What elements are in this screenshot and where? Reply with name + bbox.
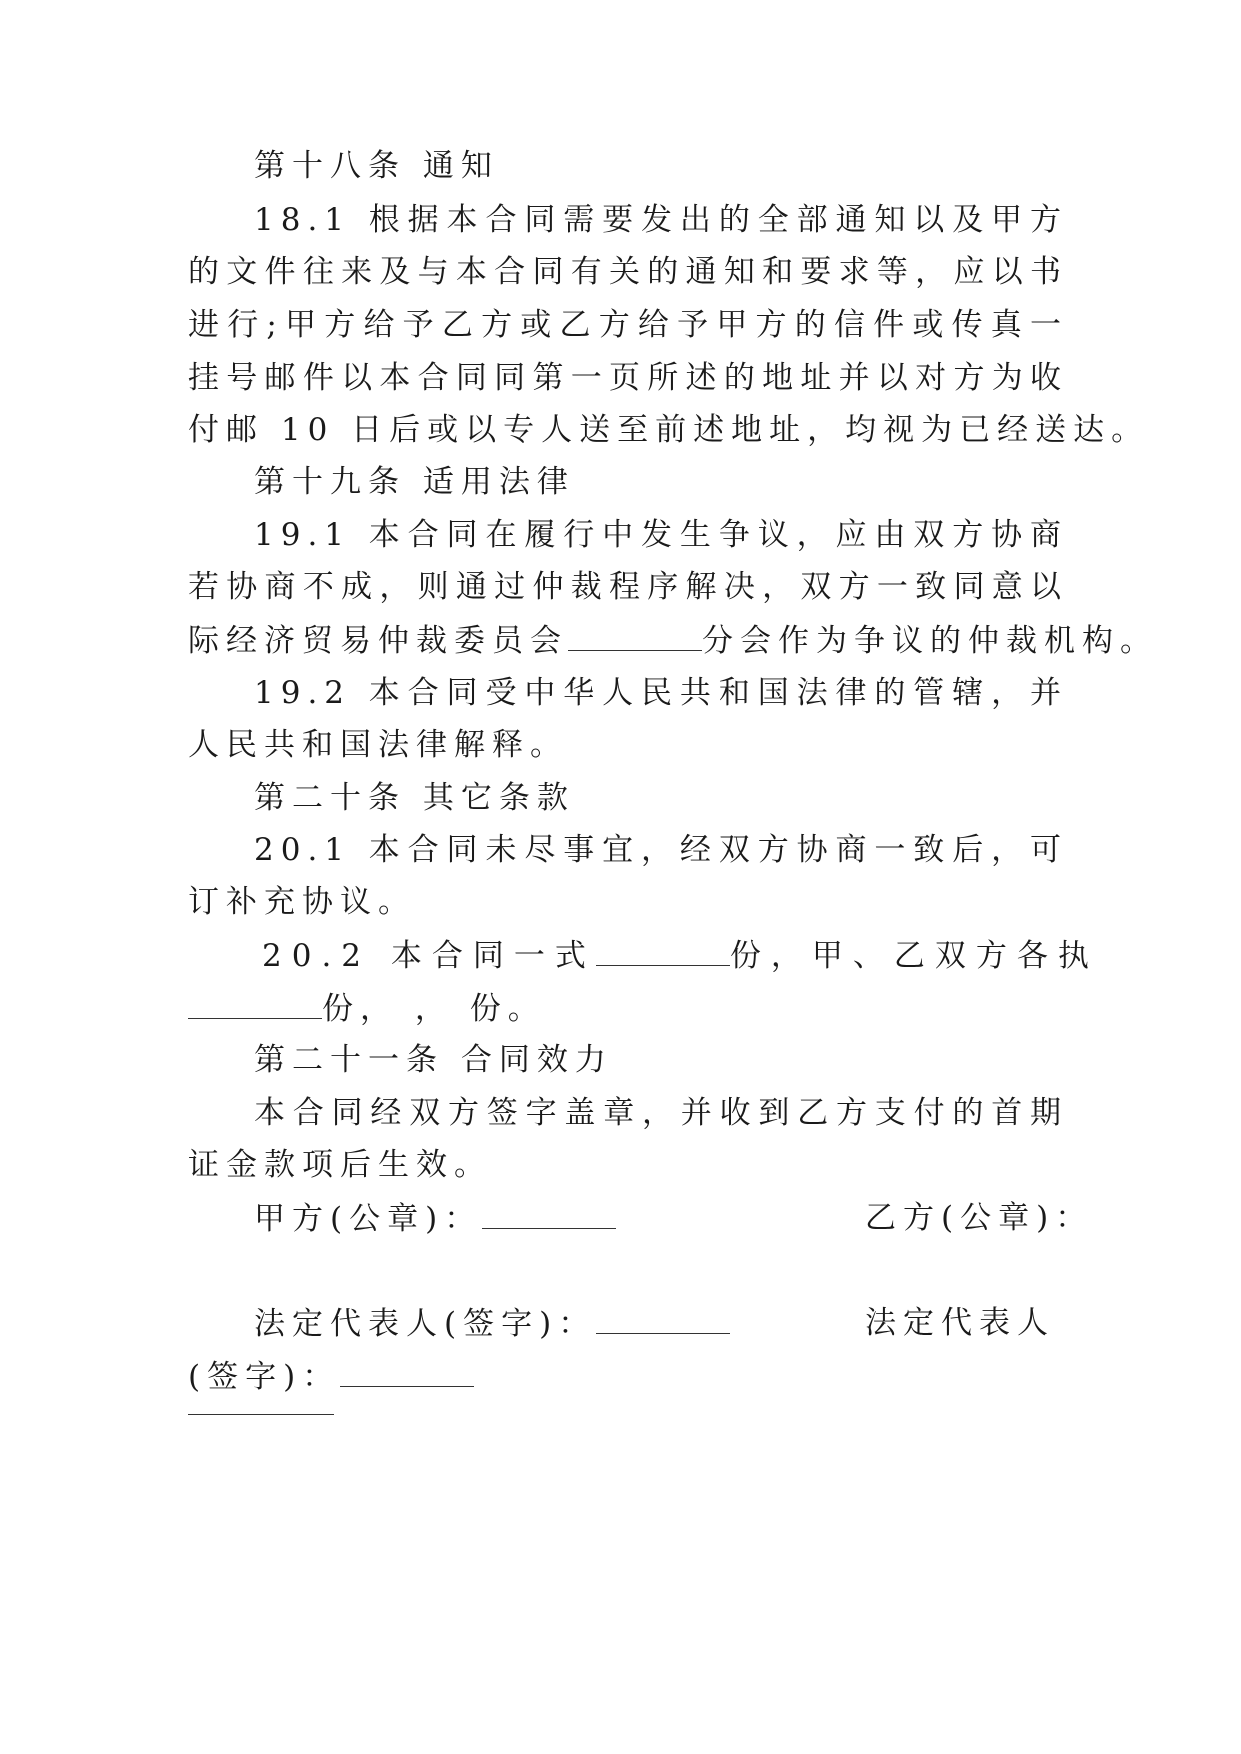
party-b-seal-blank (188, 1414, 334, 1415)
party-b-rep-blank (340, 1356, 474, 1387)
party-b-rep-label: 法定代表人 (865, 1305, 1055, 1341)
article-18-1-line-1: 18.1 根据本合同需要发出的全部通知以及甲方 (254, 202, 1068, 238)
article-18-1-line-5: 付邮 10 日后或以专人送至前述地址，均视为已经送达。 (188, 412, 1150, 448)
party-a-seal-label: 甲方(公章)： (254, 1201, 483, 1237)
article-18-1-line-3: 进行;甲方给予乙方或乙方给予甲方的信件或传真一 (188, 307, 1068, 343)
party-b-rep-label-2: (签字)： (188, 1359, 341, 1395)
article-19-1-line-3-end: 分会作为争议的仲裁机构。 (702, 623, 1158, 659)
arbitration-branch-blank (568, 620, 702, 651)
article-21-title: 第二十一条 合同效力 (254, 1042, 613, 1078)
party-b-seal-label: 乙方(公章)： (865, 1200, 1094, 1236)
party-a-rep-label: 法定代表人(签字)： (254, 1306, 597, 1342)
article-20-2-line-2 (188, 988, 1068, 1028)
article-20-2-line-1-start: 20.2 本合同一式 (262, 938, 596, 974)
article-20-2-line-1 (262, 935, 1099, 975)
party-a-rep-blank (596, 1303, 730, 1334)
article-20-1-line-1: 20.1 本合同未尽事宜，经双方协商一致后，可 (254, 832, 1068, 868)
article-19-2-line-2: 人民共和国法律解释。 (188, 727, 568, 763)
party-b-rep-line-2 (188, 1356, 474, 1396)
article-19-title: 第十九条 适用法律 (254, 464, 575, 500)
copies-total-blank (596, 935, 730, 966)
article-20-title: 第二十条 其它条款 (254, 780, 575, 816)
article-19-1-line-1: 19.1 本合同在履行中发生争议，应由双方协商 (254, 517, 1068, 553)
article-20-2-line-1-end: 份，甲、乙双方各执 (729, 938, 1099, 974)
article-18-title: 第十八条 通知 (254, 148, 499, 184)
party-a-rep-line (254, 1303, 730, 1343)
article-20-1-line-2: 订补充协议。 (188, 884, 416, 920)
party-a-seal-blank (482, 1198, 616, 1229)
article-19-1-line-3-start: 际经济贸易仲裁委员会 (188, 623, 568, 659)
article-19-1-line-2: 若协商不成，则通过仲裁程序解决，双方一致同意以 (188, 569, 1068, 605)
party-a-seal-line (254, 1198, 616, 1238)
article-19-2-line-1: 19.2 本合同受中华人民共和国法律的管辖，并 (254, 675, 1068, 711)
article-20-2-line-2-text: 份， ， 份。 (322, 991, 546, 1027)
article-21-line-2: 证金款项后生效。 (188, 1147, 492, 1183)
article-19-1-line-3 (188, 620, 1158, 660)
article-18-1-line-2: 的文件往来及与本合同有关的通知和要求等，应以书 (188, 254, 1068, 290)
copies-each-blank (188, 988, 322, 1019)
article-21-line-1: 本合同经双方签字盖章，并收到乙方支付的首期 (254, 1095, 1068, 1131)
article-18-1-line-4: 挂号邮件以本合同同第一页所述的地址并以对方为收 (188, 360, 1068, 396)
